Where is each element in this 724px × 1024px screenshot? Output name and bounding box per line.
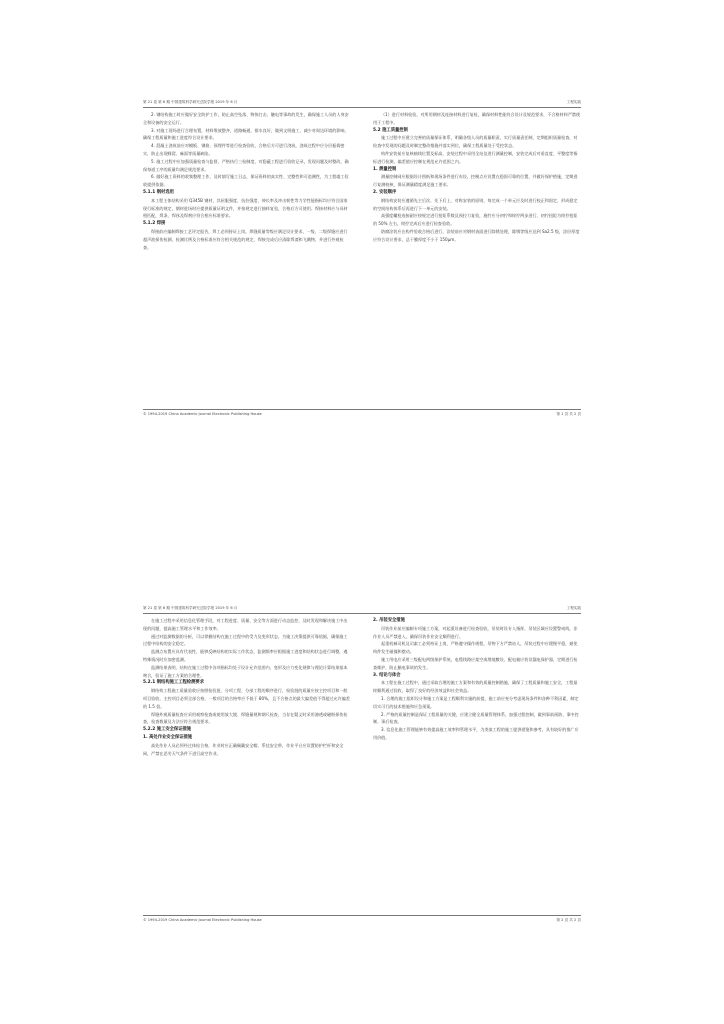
body-paragraph: 在施工过程中采用信息化管理手段，对工程进度、质量、安全等方面进行动态监控，及时发现和解决施工中出现的问题，提高施工管理水平和工作效率。 (143, 618, 348, 631)
section-heading: 5.1.1 钢材选用 (143, 189, 174, 195)
page-header (143, 98, 581, 108)
footer-page-number: 第 1 页 共 2 页 (556, 412, 581, 416)
body-paragraph: 施工过程中应建立完善的质量保证体系，明确各级人员的质量职责，实行质量责任制，定期组织质量检查，对检查中发现的问题及时制定整改措施并落实到位，确保工程质量处于受控状态。 (373, 135, 578, 149)
body-paragraph: 6. 做好施工资料的收集整理工作，及时填写施工日志，保证资料的真实性、完整性和可追溯性，为工程竣工验收提供依据。 (143, 174, 349, 188)
section-heading: 2. 安装顺序 (373, 189, 397, 195)
body-paragraph: 吊装作业前应编制专项施工方案，对起重设备进行检查验收，吊装时设专人指挥，吊装区域应设置警戒线，非作业人员严禁进入，确保吊装作业安全顺利进行。 (373, 625, 578, 639)
header-journal-title: 第 21 卷 第 6 期 中国建筑科学研究总院学报 2019 年 6 月 (143, 100, 238, 104)
body-paragraph: 5. 施工过程中应加强质量检查与监督，严格执行三检制度，对隐蔽工程进行验收记录，发现问题及时整改，确保每道工序的质量均满足规范要求。 (143, 158, 349, 172)
body-paragraph: 2. 严格的质量控制是保证工程质量的关键，应建立健全质量管理体系，加强过程控制，做到事前预防、事中控制、事后检查。 (373, 711, 579, 725)
footer-copyright: © 1994-2019 China Academic Journal Electronic Publishing House (143, 918, 262, 922)
body-paragraph: 3. 对施工现场进行合理布置，材料堆放整齐，道路畅通，排水良好，做到文明施工，减少对周边环境的影响，确保工程质量和施工进度符合设计要求。 (143, 127, 349, 141)
document-page-2 (143, 604, 581, 924)
section-heading: 3. 结论与体会 (373, 672, 401, 678)
body-paragraph: 高强度螺栓连接副应按规定进行扭矩系数及预拉力复验，施拧应分初拧和终拧两步进行，初拧扭矩为终拧扭矩的 50% 左右，终拧完成后应进行检查验收。 (373, 213, 578, 227)
section-heading: 1. 高处作业安全保证措施 (143, 734, 193, 740)
body-paragraph: 钢结构安装应遵循先主后次、先下后上、对称安装的原则，每完成一个单元应及时进行校正和固定，形成稳定的空间结构体系后再进行下一单元的安装。 (373, 197, 578, 211)
body-paragraph: 监测点布置应具有代表性，能够反映结构的实际工作状态，监测频率应根据施工进度和结构状态进行调整，遇特殊情况时应加密监测。 (143, 649, 348, 662)
right-column (373, 111, 581, 406)
body-paragraph: 钢结构工程施工质量验收应按照检验批、分项工程、分部工程的顺序进行，检验批的质量应按主控项目和一般项目验收，主控项目必须全部合格，一般项目的合格率应不低于 80%，且不合格点的最大偏差值不得超过允许偏差的 1.5 倍。 (143, 688, 350, 709)
left-column (143, 617, 351, 912)
body-paragraph: 本工程主体结构采用 Q345B 钢材，其屈服强度、抗拉强度、伸长率及冲击韧性等力学性能指标均应符合国家现行标准的规定，钢材进场时应提供质量证明文件，并按规定进行抽样复验，合格后方可使用。焊接材料应与母材相匹配，焊条、焊丝及焊剂应符合相应标准要求。 (143, 197, 348, 219)
header-journal-title: 第 21 卷 第 6 期 中国建筑科学研究总院学报 2019 年 6 月 (143, 606, 238, 610)
body-paragraph: 1. 合理的施工组织设计和施工方案是工程顺利实施的前提，施工前应充分考虑现场条件和各种不利因素，制定切实可行的技术措施和应急预案。 (373, 695, 579, 709)
footer-page-number: 第 2 页 共 2 页 (556, 918, 581, 922)
body-paragraph: 构件安装前应复核轴线位置及标高，安装过程中采用全站仪进行测量控制，安装完成后对垂直度、平整度等指标进行检测，偏差值应控制在规范允许范围之内。 (373, 150, 578, 164)
section-heading: 2. 吊装安全措施 (373, 618, 405, 623)
document-page-1 (143, 98, 581, 418)
page-footer (143, 409, 581, 418)
footer-copyright: © 1994-2019 China Academic Journal Electronic Publishing House (143, 412, 262, 416)
section-heading: 1. 测量控制 (373, 166, 397, 172)
page-header (143, 604, 581, 614)
section-heading: 5.2.2 施工安全保证措施 (143, 727, 192, 733)
body-paragraph: 防腐涂装应在构件验收合格后进行，涂装前应对钢材表面进行除锈处理，除锈等级应达到 Sa2.5 级，涂层厚度应符合设计要求，总干膜厚度不小于 150μm。 (373, 228, 580, 242)
body-paragraph: 通过对监测数据的分析，可以掌握结构在施工过程中的受力及变形状态，为施工决策提供可靠依据，确保施工过程中结构的安全稳定。 (143, 633, 348, 647)
left-column (143, 111, 351, 406)
right-column (373, 617, 581, 912)
body-paragraph: 2. 钢结构施工时应做好安全防护工作，防止高空坠落、物体打击、触电等事故的发生，确保施工人员的人身安全和设备的安全运行。 (143, 112, 349, 125)
header-section: 工程实践 (566, 100, 581, 104)
body-paragraph: 焊接前应编制焊接工艺评定报告，焊工必须持证上岗。焊缝质量等级应满足设计要求，一级、二级焊缝应进行超声波探伤检测，检测比例及合格标准应符合相关规范的规定，焊接完成后应清除焊渣和飞溅物，并进行外观检查。 (143, 228, 348, 250)
section-heading: 5.2.1 钢结构施工工程检测要求 (143, 680, 204, 686)
body-paragraph: （1）进行材料检验，对所用钢材及连接材料进行复检，确保材料性能符合设计及规范要求，不合格材料严禁使用于工程中。 (373, 112, 581, 125)
body-paragraph: 监测结果表明，结构在施工过程中各项指标均处于设计允许范围内，变形及应力变化规律与理论计算结果基本吻合，验证了施工方案的合理性。 (143, 664, 348, 678)
body-paragraph: 4. 混凝土浇筑前应对模板、钢筋、预埋件等进行检查验收，合格后方可进行浇筑，浇筑过程中应分层振捣密实，防止出现蜂窝、麻面等质量缺陷。 (143, 143, 345, 156)
body-paragraph: 高处作业人员必须经过体检合格，作业时应正确佩戴安全帽、系挂安全带，作业平台应设置防护栏杆和安全网，严禁在恶劣天气条件下进行高空作业。 (143, 742, 344, 756)
body-paragraph: 本工程在施工过程中，通过采取合理的施工方案和有效的质量控制措施，确保了工程质量和施工安全，工程最终顺利通过验收，取得了良好的经济效益和社会效益。 (373, 680, 578, 694)
section-heading: 5.1.2 焊接 (143, 221, 166, 227)
header-section: 工程实践 (566, 606, 581, 610)
body-paragraph: 施工用电应采用三级配电两级保护系统，电缆线路应架空或埋地敷设，配电箱应装设漏电保护器，定期进行检查维护，防止触电事故的发生。 (373, 656, 578, 670)
body-paragraph: 起重机械司机及司索工必须持证上岗，严格遵守操作规程，吊物下方严禁站人，吊装过程中应缓慢平稳，避免构件发生碰撞和摆动。 (373, 641, 578, 655)
page-footer (143, 915, 581, 924)
body-paragraph: 焊缝外观质量检查应采用观察检查或使用放大镜、焊缝量规和钢尺检查，当存在疑义时采用渗透或磁粉探伤检查，检查数量及方法应符合规范要求。 (143, 711, 348, 725)
body-paragraph: 3. 信息化施工管理能够有效提高施工效率和管理水平，为类似工程的施工提供借鉴和参考，具有较好的推广应用价值。 (373, 727, 579, 740)
body-paragraph: 测量控制网应根据设计图纸和现场条件进行布设，控制点应设置在稳固可靠的位置，并做好保护措施，定期进行复测校核，保证测量精度满足施工要求。 (373, 174, 578, 188)
section-heading: 5.2 施工质量控制 (373, 127, 408, 133)
